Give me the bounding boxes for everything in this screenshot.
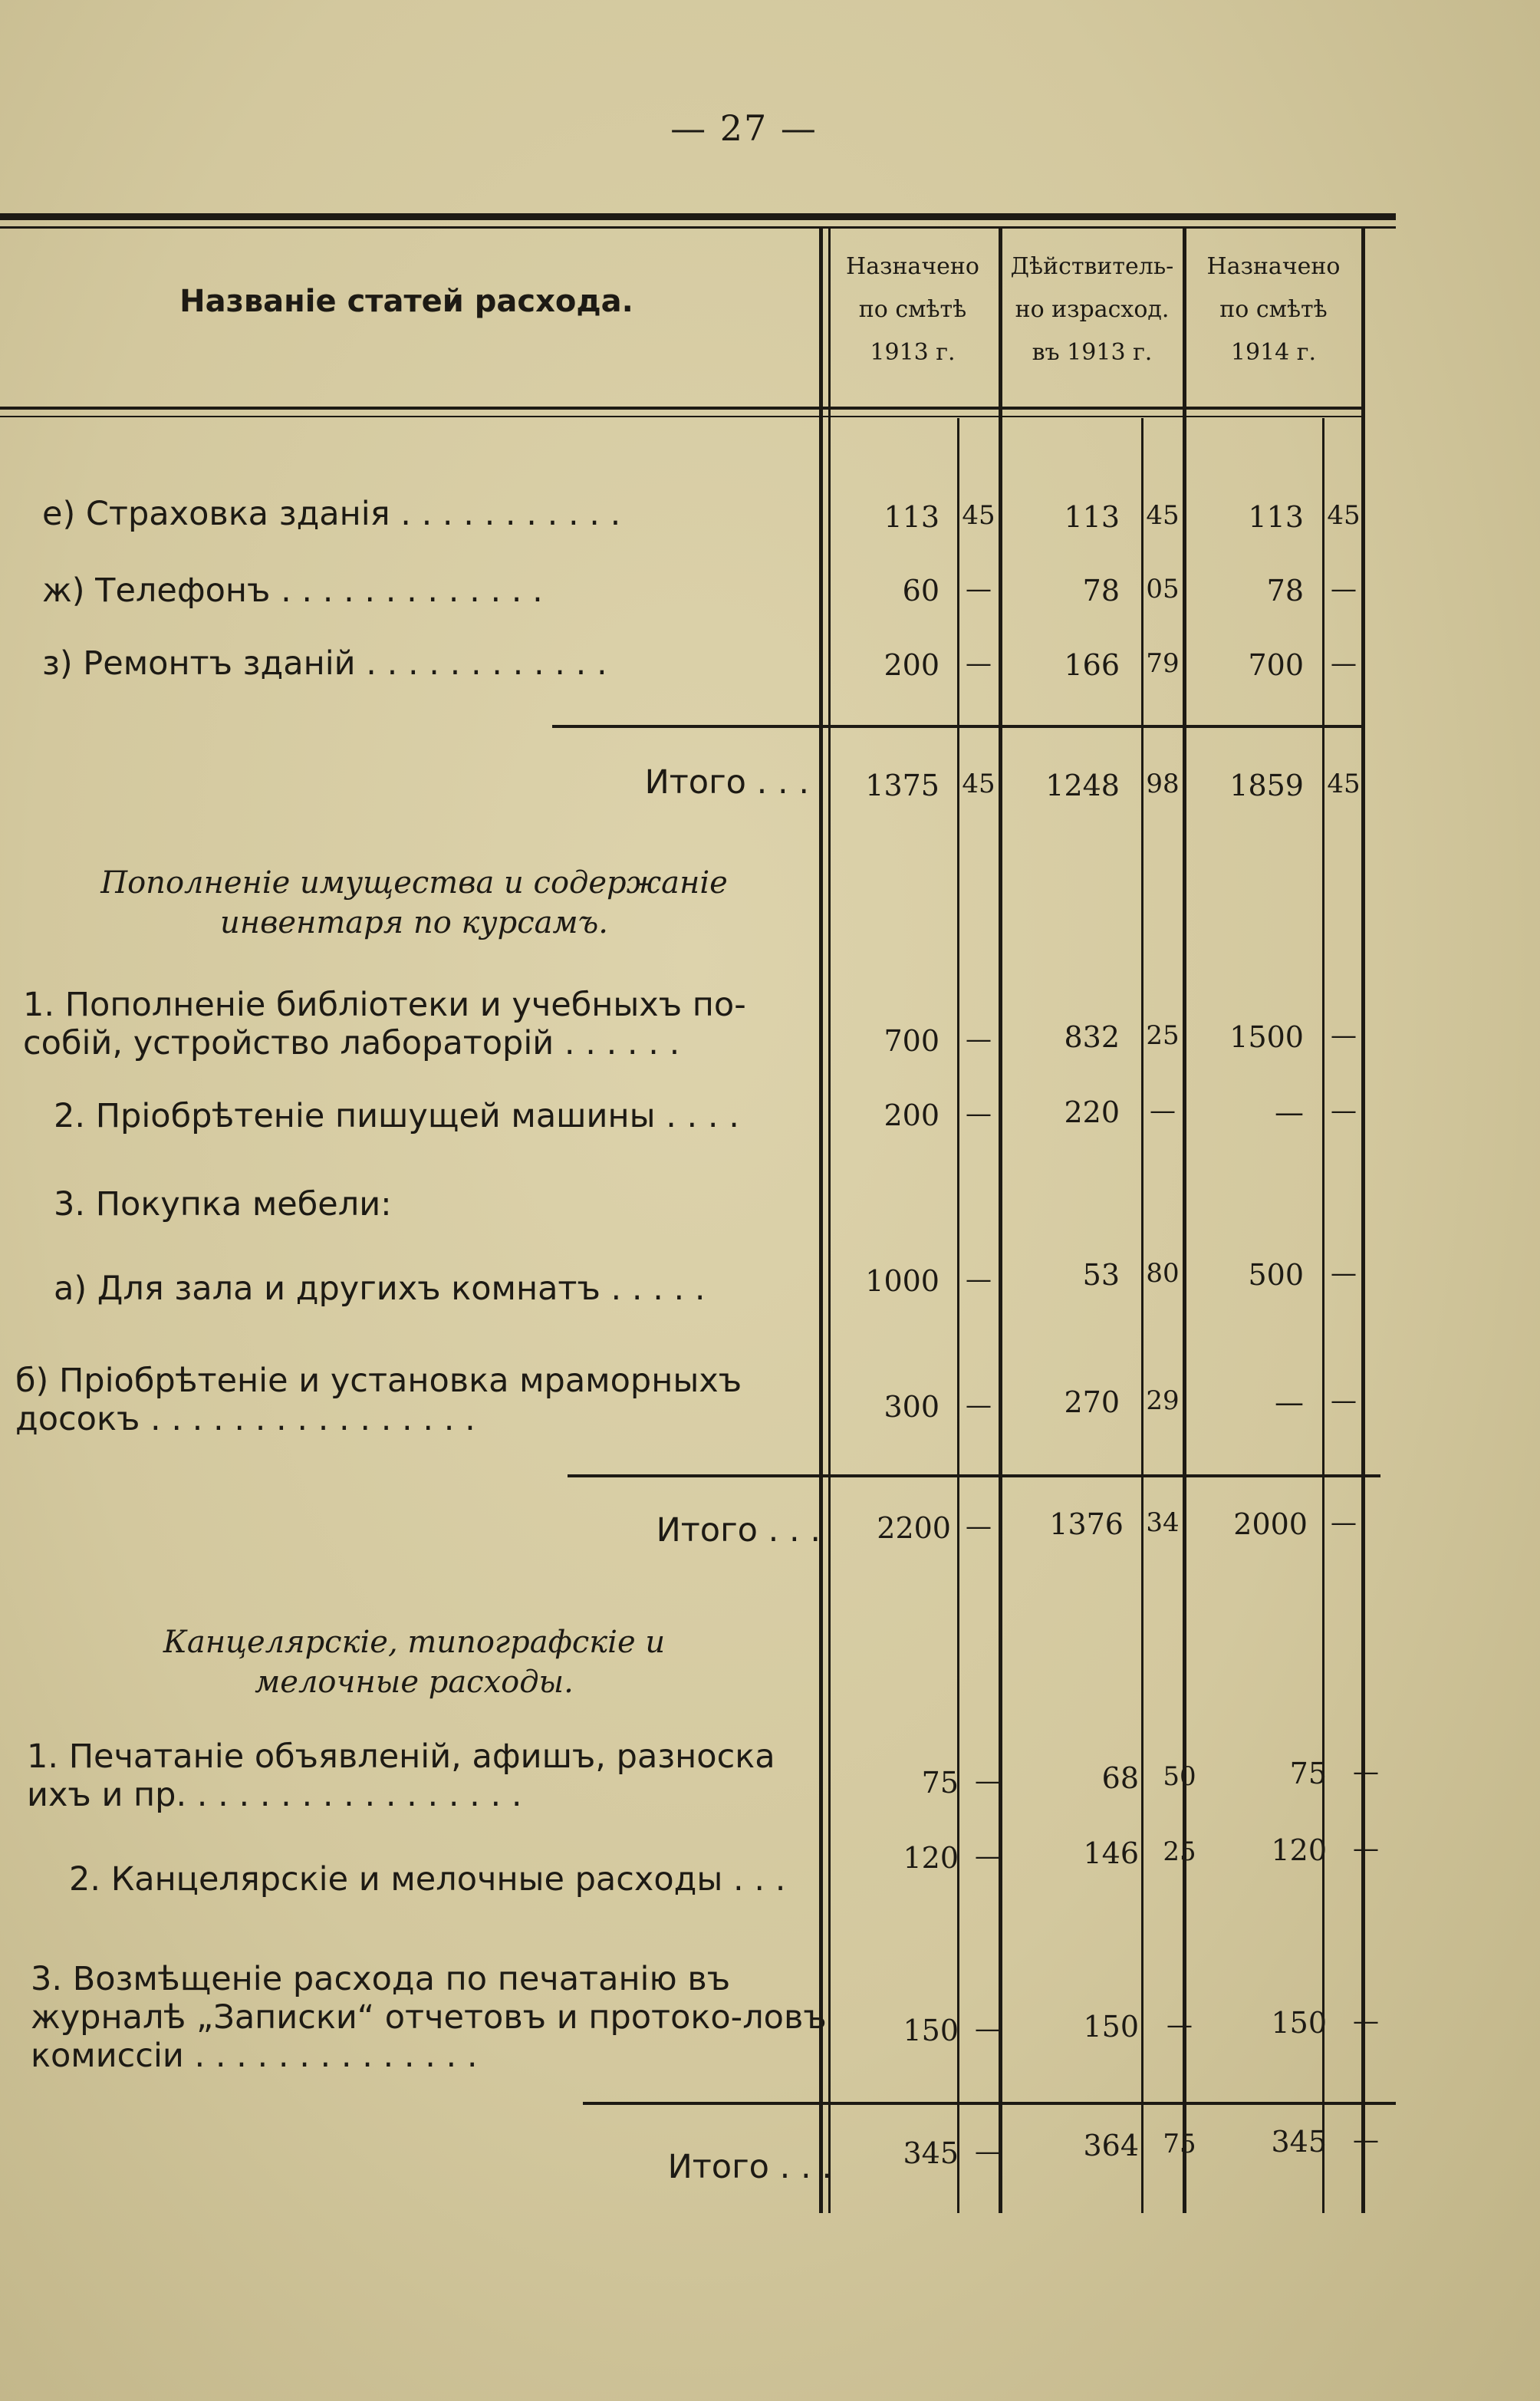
kop-1913-actual: 25 bbox=[1146, 1020, 1180, 1051]
total-kop-1913-actual: 34 bbox=[1146, 1507, 1180, 1538]
kop-1913-actual: 25 bbox=[1163, 1836, 1196, 1867]
kop-divider-2 bbox=[1141, 418, 1143, 2213]
total-rule bbox=[583, 2102, 1396, 2105]
total-label: Итого . . . bbox=[644, 763, 809, 802]
kop-1913-plan: — bbox=[975, 1766, 1001, 1797]
value-1914-plan: 1500 bbox=[1229, 1020, 1304, 1054]
section-heading: Пополненіе имущества и содержаніе инвентаря по курсамъ. bbox=[100, 865, 728, 940]
value-1913-plan: 75 bbox=[921, 1766, 959, 1800]
value-1913-actual: 166 bbox=[1064, 648, 1120, 682]
value-1913-plan: 300 bbox=[884, 1390, 939, 1424]
col-divider-1b bbox=[828, 226, 831, 2213]
kop-1913-actual: 50 bbox=[1163, 1761, 1196, 1792]
total-kop-1913-plan: — bbox=[975, 2136, 1001, 2167]
kop-1914-plan: — bbox=[1353, 1833, 1379, 1864]
total-kop-1913-actual: 98 bbox=[1146, 769, 1180, 799]
kop-1913-plan: — bbox=[966, 574, 992, 604]
value-1914-plan: 75 bbox=[1289, 1757, 1327, 1790]
kop-1914-plan: — bbox=[1331, 1385, 1357, 1416]
value-1913-actual: 53 bbox=[1082, 1258, 1120, 1292]
total-rule bbox=[552, 725, 1365, 728]
kop-1914-plan: — bbox=[1331, 1095, 1357, 1126]
total-kop-1914-plan: — bbox=[1353, 2125, 1379, 2156]
value-1914-plan: 700 bbox=[1248, 648, 1304, 682]
value-1913-actual: 150 bbox=[1083, 2010, 1139, 2044]
total-1913-actual: 1248 bbox=[1045, 769, 1120, 802]
kop-1913-actual: 05 bbox=[1146, 574, 1180, 604]
kop-1913-plan: — bbox=[966, 648, 992, 679]
kop-1914-plan: 45 bbox=[1327, 500, 1361, 531]
header-rule-thin bbox=[0, 416, 1361, 417]
kop-1913-actual: 29 bbox=[1146, 1385, 1180, 1416]
top-rule-thin bbox=[0, 226, 1396, 229]
kop-divider-3 bbox=[1322, 418, 1324, 2213]
kop-1913-actual: — bbox=[1167, 2010, 1193, 2040]
value-1914-plan: 150 bbox=[1271, 2006, 1327, 2040]
kop-divider-1 bbox=[957, 418, 959, 2213]
kop-1913-actual: 80 bbox=[1146, 1258, 1180, 1289]
value-1914-plan: 113 bbox=[1248, 500, 1304, 534]
kop-1913-plan: — bbox=[966, 1264, 992, 1295]
value-1914-plan: 500 bbox=[1248, 1258, 1304, 1292]
header-col-3: Назначено по смѣтѣ 1914 г. bbox=[1206, 253, 1341, 366]
value-1913-actual: 270 bbox=[1064, 1385, 1120, 1419]
kop-1914-plan: — bbox=[1331, 574, 1357, 604]
total-kop-1914-plan: 45 bbox=[1327, 769, 1361, 799]
value-1914-plan: 78 bbox=[1266, 574, 1304, 608]
kop-1913-plan: — bbox=[966, 1098, 992, 1129]
col-divider-3 bbox=[1183, 226, 1186, 2213]
total-kop-1914-plan: — bbox=[1331, 1507, 1357, 1538]
kop-1913-actual: 45 bbox=[1146, 500, 1180, 531]
row-label: 2. Пріобрѣтеніе пишущей машины . . . . bbox=[54, 1097, 739, 1135]
value-1913-actual: 78 bbox=[1082, 574, 1120, 608]
value-1913-plan: 60 bbox=[902, 574, 939, 608]
col-divider-2 bbox=[999, 226, 1002, 2213]
row-label: 3. Возмѣщеніе расхода по печатанію въ журналѣ „Записки“ отчетовъ и протоко-ловъ комиссіи . . . . . . . . . . . . . . bbox=[31, 1960, 827, 2075]
row-label: е) Страховка зданія . . . . . . . . . . . bbox=[42, 495, 621, 533]
page-number: — 27 — bbox=[670, 107, 818, 149]
row-label: б) Пріобрѣтеніе и установка мраморныхъ досокъ . . . . . . . . . . . . . . . . bbox=[15, 1362, 742, 1438]
value-1913-actual: 832 bbox=[1064, 1020, 1120, 1054]
header-rule bbox=[0, 407, 1361, 410]
kop-1914-plan: — bbox=[1331, 1020, 1357, 1051]
kop-1913-actual: 79 bbox=[1146, 648, 1180, 679]
value-1914-plan: — bbox=[1275, 1385, 1304, 1419]
value-1913-plan: 120 bbox=[903, 1841, 959, 1875]
total-1914-plan: 2000 bbox=[1233, 1507, 1308, 1541]
kop-1913-actual: — bbox=[1150, 1095, 1176, 1126]
total-1913-plan: 1375 bbox=[865, 769, 939, 802]
row-label: ж) Телефонъ . . . . . . . . . . . . . bbox=[42, 571, 543, 610]
value-1913-plan: 1000 bbox=[865, 1264, 939, 1298]
total-rule bbox=[568, 1474, 1380, 1477]
value-1913-actual: 68 bbox=[1101, 1761, 1139, 1795]
row-label: з) Ремонтъ зданій . . . . . . . . . . . . bbox=[42, 644, 607, 683]
kop-1914-plan: — bbox=[1331, 1258, 1357, 1289]
value-1913-plan: 700 bbox=[884, 1024, 939, 1058]
kop-1913-plan: — bbox=[975, 2014, 1001, 2044]
kop-1914-plan: — bbox=[1353, 2006, 1379, 2037]
total-label: Итого . . . bbox=[667, 2148, 832, 2186]
total-kop-1913-plan: — bbox=[966, 1511, 992, 1542]
value-1913-plan: 150 bbox=[903, 2014, 959, 2047]
kop-1913-plan: 45 bbox=[962, 500, 995, 531]
row-label: 3. Покупка мебели: bbox=[54, 1185, 392, 1224]
total-kop-1913-plan: 45 bbox=[962, 769, 995, 799]
row-label: 1. Печатаніе объявленій, афишъ, разноска ихъ и пр. . . . . . . . . . . . . . . . . bbox=[27, 1737, 775, 1814]
row-label: 1. Пополненіе библіотеки и учебныхъ по-собій, устройство лабораторій . . . . . . bbox=[23, 986, 746, 1062]
header-col-1: Назначено по смѣтѣ 1913 г. bbox=[846, 253, 979, 366]
header-col-2: Дѣйствитель- но израсход. въ 1913 г. bbox=[1010, 253, 1174, 366]
row-label: а) Для зала и другихъ комнатъ . . . . . bbox=[54, 1270, 706, 1308]
kop-1913-plan: — bbox=[975, 1841, 1001, 1872]
value-1914-plan: — bbox=[1275, 1095, 1304, 1129]
value-1913-plan: 200 bbox=[884, 648, 939, 682]
row-label: 2. Канцелярскіе и мелочные расходы . . . bbox=[69, 1860, 786, 1899]
total-1914-plan: 1859 bbox=[1229, 769, 1304, 802]
total-label: Итого . . . bbox=[656, 1511, 821, 1550]
total-1913-actual: 1376 bbox=[1049, 1507, 1124, 1541]
kop-1914-plan: — bbox=[1331, 648, 1357, 679]
header-title: Названіе статей расхода. bbox=[179, 284, 633, 319]
value-1913-plan: 200 bbox=[884, 1098, 939, 1132]
total-1913-plan: 345 bbox=[903, 2136, 959, 2170]
total-1914-plan: 345 bbox=[1271, 2125, 1327, 2159]
value-1913-actual: 220 bbox=[1064, 1095, 1120, 1129]
total-1913-actual: 364 bbox=[1083, 2129, 1139, 2162]
kop-1913-plan: — bbox=[966, 1390, 992, 1421]
col-divider-1 bbox=[819, 226, 823, 2213]
kop-1913-plan: — bbox=[966, 1024, 992, 1055]
total-1913-plan: 2200 bbox=[877, 1511, 951, 1545]
kop-1914-plan: — bbox=[1353, 1757, 1379, 1787]
value-1913-actual: 113 bbox=[1064, 500, 1120, 534]
top-rule bbox=[0, 213, 1396, 220]
value-1913-plan: 113 bbox=[884, 500, 939, 534]
value-1914-plan: 120 bbox=[1271, 1833, 1327, 1867]
total-kop-1913-actual: 75 bbox=[1163, 2129, 1196, 2159]
section-heading: Канцелярскіе, типографскіе и мелочные расходы. bbox=[163, 1625, 666, 1700]
value-1913-actual: 146 bbox=[1083, 1836, 1139, 1870]
